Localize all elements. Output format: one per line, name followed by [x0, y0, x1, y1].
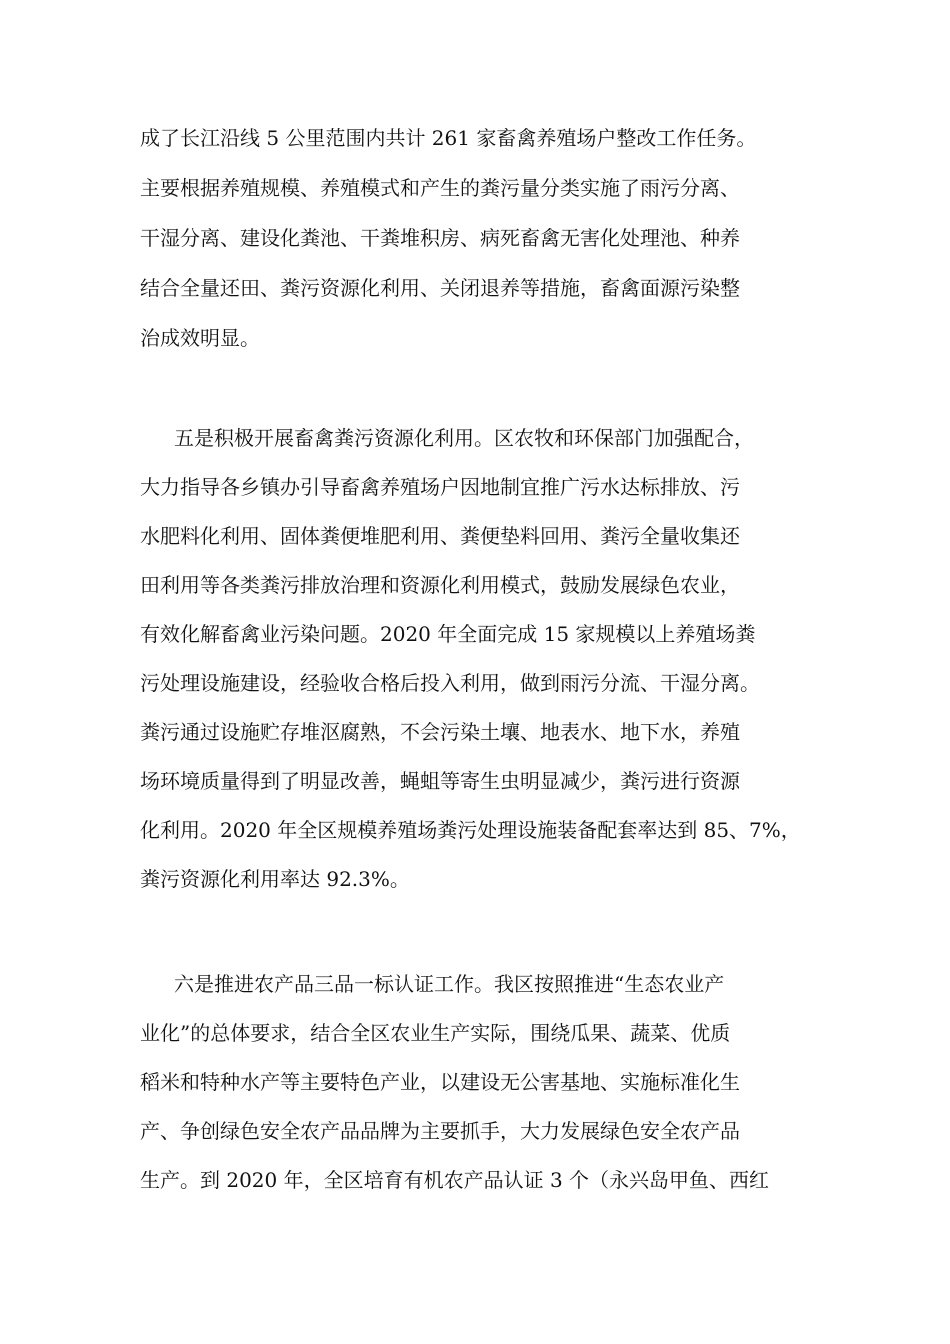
paragraph-line: 治成效明显。 [140, 326, 260, 350]
paragraph-line: 场环境质量得到了明显改善，蝇蛆等寄生虫明显减少，粪污进行资源 [140, 769, 740, 793]
paragraph-line: 污处理设施建设，经验收合格后投入利用，做到雨污分流、干湿分离。 [140, 671, 760, 695]
paragraph-line: 业化”的总体要求，结合全区农业生产实际，围绕瓜果、蔬菜、优质 [140, 1021, 731, 1045]
paragraph-line: 化利用。2020 年全区规模养殖场粪污处理设施装备配套率达到 85、7%， [140, 818, 801, 842]
paragraph-line: 生产。到 2020 年，全区培育有机农产品认证 3 个（永兴岛甲鱼、西红 [140, 1168, 770, 1192]
paragraph-line: 有效化解畜禽业污染问题。2020 年全面完成 15 家规模以上养殖场粪 [140, 622, 756, 646]
paragraph-line: 主要根据养殖规模、养殖模式和产生的粪污量分类实施了雨污分离、 [140, 176, 740, 200]
paragraph-line: 大力指导各乡镇办引导畜禽养殖场户因地制宜推广污水达标排放、污 [140, 475, 740, 499]
paragraph-line: 五是积极开展畜禽粪污资源化利用。区农牧和环保部门加强配合， [174, 426, 754, 450]
paragraph-line: 产、争创绿色安全农产品品牌为主要抓手，大力发展绿色安全农产品 [140, 1119, 740, 1143]
paragraph-line: 成了长江沿线 5 公里范围内共计 261 家畜禽养殖场户整改工作任务。 [140, 126, 757, 150]
paragraph-line: 结合全量还田、粪污资源化利用、关闭退养等措施，畜禽面源污染整 [140, 276, 740, 300]
paragraph-line: 水肥料化利用、固体粪便堆肥利用、粪便垫料回用、粪污全量收集还 [140, 524, 740, 548]
paragraph-line: 六是推进农产品三品一标认证工作。我区按照推进“生态农业产 [174, 972, 725, 996]
paragraph-line: 干湿分离、建设化粪池、干粪堆积房、病死畜禽无害化处理池、种养 [140, 226, 740, 250]
paragraph-line: 粪污通过设施贮存堆沤腐熟，不会污染土壤、地表水、地下水，养殖 [140, 720, 740, 744]
paragraph-line: 稻米和特种水产等主要特色产业，以建设无公害基地、实施标准化生 [140, 1070, 740, 1094]
paragraph-line: 田利用等各类粪污排放治理和资源化利用模式，鼓励发展绿色农业， [140, 573, 740, 597]
paragraph-line: 粪污资源化利用率达 92.3%。 [140, 867, 410, 891]
